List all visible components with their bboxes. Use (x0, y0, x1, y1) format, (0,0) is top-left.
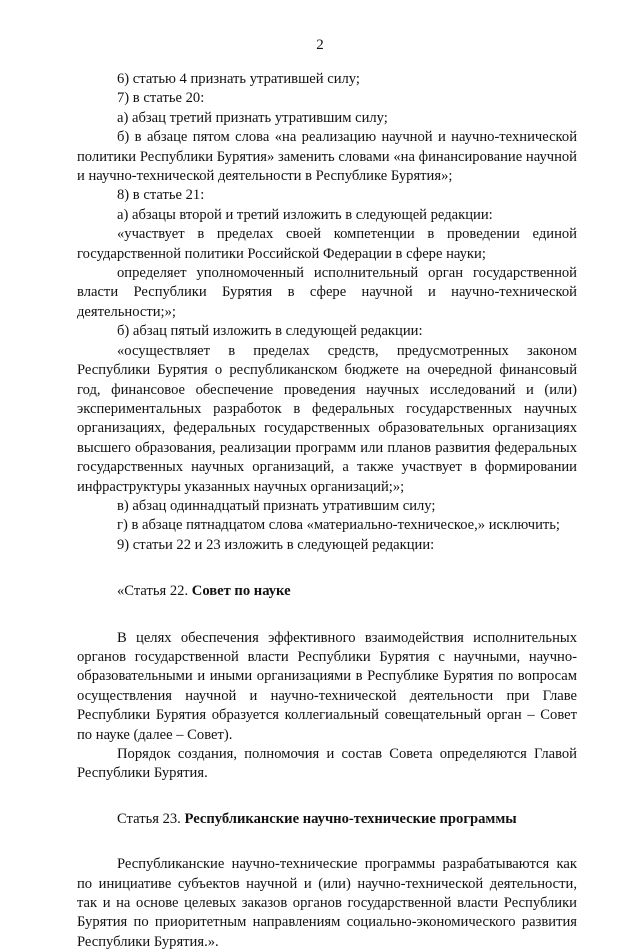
paragraph: определяет уполномоченный исполнительный орган государственной власти Республики Бурятия в сфере научной и научно-технической деятельности;»; (77, 265, 577, 320)
paragraph: 9) статьи 22 и 23 изложить в следующей редакции: (117, 536, 435, 553)
paragraph: в) абзац одиннадцатый признать утратившим силу; (117, 497, 436, 514)
article-23-paragraph: Республиканские научно-технические программы разрабатываются как по инициативе субъектов научной и (или) научно-технической деятельности, так и на основе целевых заказов органов государственной власти Республики Бурятия по приоритетным направлениям социально-экономического развития Республики Бурятия.». (77, 856, 577, 950)
article-22-paragraph: В целях обеспечения эффективного взаимодействия исполнительных органов государственной власти Республики Бурятия с научными, научно-образовательными и иными организациями в Республике Бурятия по вопросам осуществления научной и научно-технической деятельности при Главе Республики Бурятия образуется коллегиальный совещательный орган – Совет по науке (далее – Совет). (77, 629, 577, 743)
paragraph: «участвует в пределах своей компетенции в проведении единой государственной политики Российской Федерации в сфере науки; (77, 226, 577, 262)
page-number: 2 (316, 37, 324, 53)
article-22-prefix: «Статья 22. (117, 583, 192, 600)
article-22-title: Совет по науке (191, 583, 291, 600)
paragraph: 6) статью 4 признать утратившей силу; (117, 71, 360, 87)
paragraph: а) абзац третий признать утратившим силу; (117, 109, 388, 126)
article-23-title: Республиканские научно-технические программы (184, 810, 517, 827)
paragraph: б) в абзаце пятом слова «на реализацию научной и научно-технической политики Республики Бурятия» заменить словами «на финансирование научной и научно-технической деятельности в Республике Бурятия»; (77, 129, 577, 185)
paragraph: г) в абзаце пятнадцатом слова «материально-техническое,» исключить; (117, 517, 560, 534)
article-23-prefix: Статья 23. (117, 810, 185, 827)
article-22-heading (77, 582, 577, 601)
paragraph: 8) в статье 21: (117, 187, 205, 204)
article-23-heading (77, 810, 577, 829)
paragraph: 7) в статье 20: (117, 90, 205, 107)
document-body (77, 70, 577, 952)
paragraph: а) абзацы второй и третий изложить в следующей редакции: (117, 206, 493, 223)
article-22-paragraph: Порядок создания, полномочия и состав Совета определяются Главой Республики Бурятия. (77, 746, 577, 782)
paragraph: б) абзац пятый изложить в следующей редакции: (117, 323, 423, 340)
paragraph: «осуществляет в пределах средств, предусмотренных законом Республики Бурятия о республиканском бюджете на очередной финансовый год, финансовое обеспечение проведения научных исследований и (или) экспериментальных разработок в федеральных государственных научных организациях, федеральных государственных образовательных организациях высшего образования, реализации программ или планов развития федеральных государственных научных организаций, а также участвует в формировании инфраструктуры указанных научных организаций;»; (77, 342, 577, 495)
